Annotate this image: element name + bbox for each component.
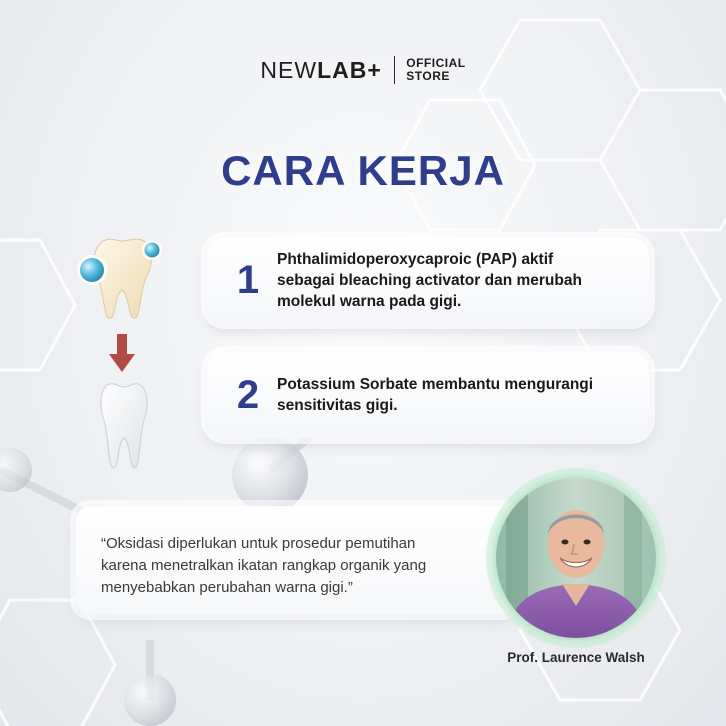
step-text-1 (277, 249, 592, 312)
clean-tooth-icon (98, 380, 150, 472)
quote-line: menyebabkan perubahan warna gigi.” (101, 579, 353, 596)
page-title: CARA KERJA (221, 147, 505, 194)
step-2-line: Potassium Sorbate membantu mengurangi (277, 376, 594, 393)
step-2-line: sensitivitas gigi. (277, 397, 398, 414)
brand-logo (0, 56, 726, 84)
quote-line: karena menetralkan ikatan rangkap organik yang (101, 557, 427, 574)
quote-text (101, 533, 481, 599)
step-number-2: 2 (236, 372, 260, 417)
quote-author-name: Prof. Laurence Walsh (507, 650, 645, 665)
step-1-line: Phthalimidoperoxycaproic (PAP) aktif (277, 251, 554, 268)
step-1-line: molekul warna pada gigi. (277, 293, 462, 310)
official-line-2: STORE (406, 69, 450, 83)
quote-line: “Oksidasi diperlukan untuk prosedur pemutihan (101, 535, 416, 552)
tooth-with-molecules-icon (74, 232, 164, 324)
logo-divider (394, 56, 396, 84)
official-store-label (406, 57, 465, 83)
step-number-1: 1 (236, 258, 260, 302)
avatar (496, 478, 656, 638)
step-1-line: sebagai bleaching activator dan merubah (277, 272, 582, 289)
step-card-1 (207, 238, 649, 323)
avatar-photo (496, 478, 656, 638)
arrow-down-icon (109, 334, 135, 374)
logo-lab-text: LAB+ (317, 56, 382, 83)
official-line-1: OFFICIAL (406, 56, 466, 70)
step-text-2 (277, 374, 603, 416)
logo-new-text: NEW (260, 56, 318, 83)
step-card-2 (207, 352, 649, 438)
